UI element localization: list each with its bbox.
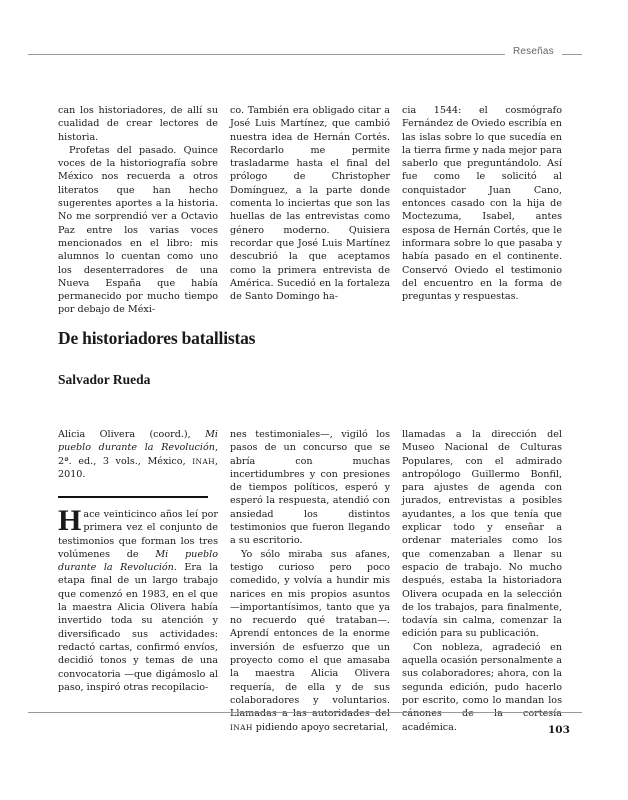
col2-inah: INAH — [230, 722, 253, 732]
section-label: Reseñas — [513, 46, 554, 57]
col1-italic-title: Mi pueblo durante la Revolución — [58, 548, 218, 574]
article-column-3 — [402, 428, 562, 734]
separator-rule — [58, 496, 208, 498]
col1-text-b: . Era la etapa final de un largo trabajo que comenzó en 1983, en el que la maestra Alicia Olivera había invertido toda su atención y diversificado sus actividades: redactó cartas, confirmó envíos, decidió tonos y temas de una convocatoria —que digámoslo al paso, inspiró otras recopilacio- — [58, 562, 218, 693]
reference-authors: Alicia Olivera (coord.), — [58, 429, 206, 440]
article-title: De historiadores batallistas — [58, 328, 256, 348]
reference-year: , 2010. — [58, 455, 218, 480]
article-column-1 — [58, 428, 218, 481]
page-number: 103 — [548, 724, 570, 736]
drop-cap: H — [58, 504, 82, 537]
col2-text-a: Yo sólo miraba sus afanes, testigo curioso pero poco comedido, y volvía a hundir mis narices en mis propios asuntos —importantísimos, tanto que ya no recuerdo qué trataban—. Aprendí entonces de la enorme inversión de esfuerzo que un proyecto como el que amasaba la maestra Alicia Olivera requería, de ella y de sus colaboradores y voluntarios. Llamadas a las autoridades del — [230, 548, 390, 720]
article-col2-para1: nes testimoniales—, vigiló los pasos de un concurso que se abría con muchas incertidumbres y con presiones de tiempos políticos, esperó y esperó la respuesta, atendió con ansiedad los distintos testimonios que fueron llegando a su escritorio. — [230, 429, 390, 547]
upper-col1-para2: Profetas del pasado. Quince voces de la historiografía sobre México nos recuerda a otros literatos que han hecho sugerentes aportes a la historia. No me sorprendió ver a Octavio Paz entre los varias voces mencionados en el libro: mis alumnos lo cuentan como uno los desenterradores de una Nueva España que había permanecido por mucho tiempo por debajo de Méxi- — [58, 144, 218, 316]
article-column-1-body — [58, 504, 218, 694]
footer-rule — [28, 712, 582, 713]
reference-book-title: Mi pueblo durante la Revolución — [58, 429, 218, 454]
upper-column-1 — [58, 104, 218, 317]
upper-col1-para1: can los historiadores, de allí su cualidad de crear lectores de historia. — [58, 105, 218, 143]
article-col1-para1 — [58, 504, 218, 694]
upper-col3-para: cia 1544: el cosmógrafo Fernández de Oviedo escribía en las islas sobre lo que sucedía en la tierra firme y nada mejor para saberlo que preguntándolo. Así fue como le solicitó al conquistador Juan Cano, entonces casado con la hija de Moctezuma, Isabel, antes esposa de Hernán Cortés, que le informara sobre lo que pasaba y había pasado en el continente. Conservó Oviedo el testimonio del encuentro en la forma de preguntas y respuestas. — [402, 105, 562, 303]
col2-text-b: pidiendo apoyo secretarial, — [252, 721, 389, 733]
article-col2-para2 — [230, 548, 390, 734]
article-col3-para2: Con nobleza, agradeció en aquella ocasión personalmente a sus colaboradores; ahora, con la segunda edición, pudo hacerlo por escrito, como lo mandan los cánones de la cortesía académica. — [402, 641, 562, 733]
book-reference — [58, 428, 218, 481]
upper-column-3 — [402, 104, 562, 303]
col1-text-a: ace veinticinco años leí por primera vez el conjunto de testimonios que forman los tres volúmenes de — [58, 509, 218, 560]
reference-publisher: INAH — [192, 456, 215, 466]
article-author: Salvador Rueda — [58, 372, 151, 387]
upper-column-2 — [230, 104, 390, 303]
header-rule-left — [28, 54, 505, 55]
header-rule-right — [562, 54, 582, 55]
reference-details: , 2ª. ed., 3 vols., México, — [58, 442, 218, 467]
upper-col2-para: co. También era obligado citar a José Luis Martínez, que cambió nuestra idea de Hernán Cortés. Recordarlo me permite trasladarme hasta el final del prólogo de Christopher Domínguez, a la parte donde comenta lo inciertas que son las huellas de las entrevistas como género moderno. Quisiera recordar que José Luis Martínez descubrió la que aceptamos como la primera entrevista de América. Sucedió en la fortaleza de Santo Domingo ha- — [230, 105, 390, 303]
article-column-2 — [230, 428, 390, 734]
article-col3-para1: llamadas a la dirección del Museo Nacional de Culturas Populares, con el admirado antropólogo Guillermo Bonfil, para ajustes de agenda con jurados, entrevistas a posibles ayudantes, a los que tenía que explicar todo y enseñar a ordenar materiales como los que comenzaban a llenar su espacio de trabajo. No mucho después, estaba la historiadora Olivera ocupada en la selección de los trabajos, para finalmente, todavía sin calma, comenzar la edición para su publicación. — [402, 429, 562, 640]
